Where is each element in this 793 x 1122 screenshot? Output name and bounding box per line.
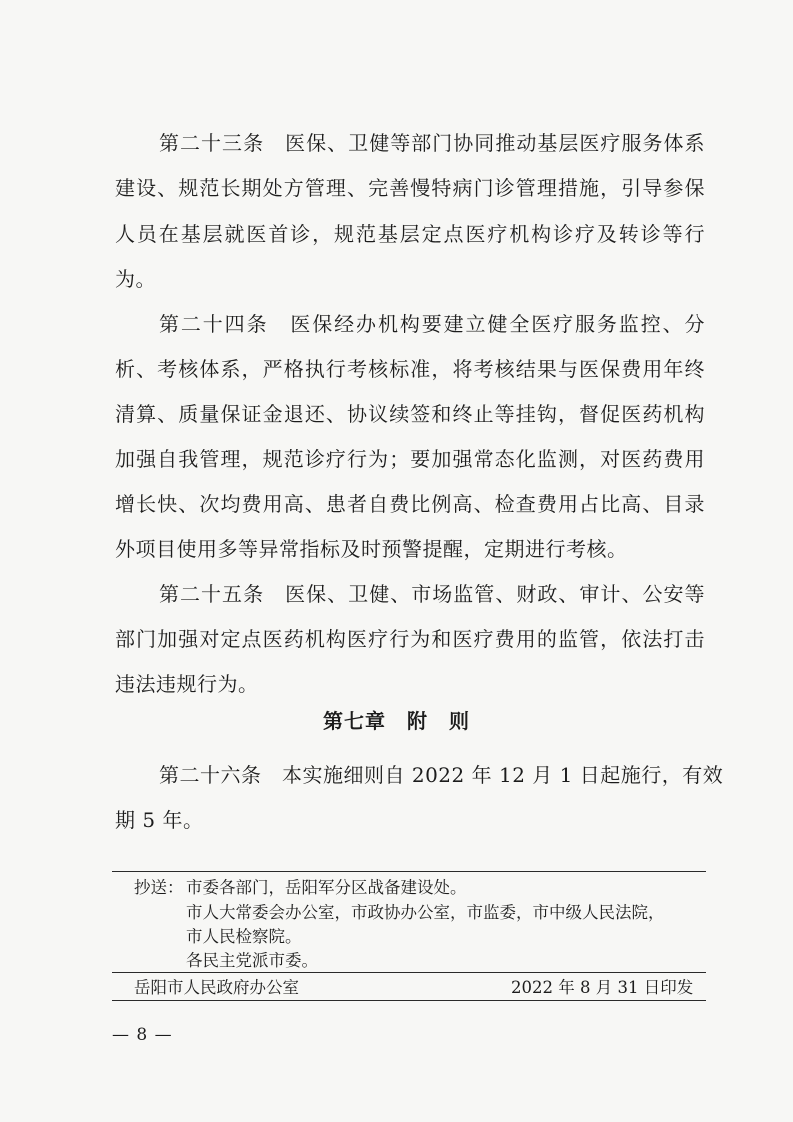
article-26-line-2: 期 5 年。 <box>115 808 204 832</box>
article-25-line-3: 违法违规行为。 <box>115 672 259 696</box>
cc-line-4: 各民主党派市委。 <box>186 951 318 970</box>
article-24-line-3: 清算、质量保证金退还、协议续签和终止等挂钩，督促医药机构 <box>115 402 705 426</box>
footer-middle-rule <box>112 972 706 973</box>
cc-line-1: 市委各部门，岳阳军分区战备建设处。 <box>186 878 467 897</box>
article-25-line-1: 第二十五条 医保、卫健、市场监管、财政、审计、公安等 <box>159 582 705 606</box>
issue-date: 2022 年 8 月 31 日印发 <box>511 978 694 997</box>
article-24-line-1: 第二十四条 医保经办机构要建立健全医疗服务监控、分 <box>159 312 705 336</box>
footer-bottom-rule <box>112 1000 706 1001</box>
article-26-line-1: 第二十六条 本实施细则自 2022 年 12 月 1 日起施行，有效 <box>159 763 724 787</box>
cc-line-2: 市人大常委会办公室，市政协办公室，市监委，市中级人民法院， <box>186 903 665 922</box>
cc-label: 抄送： <box>134 878 184 897</box>
chapter-title: 第七章 附 则 <box>323 709 470 733</box>
issuer: 岳阳市人民政府办公室 <box>134 978 299 997</box>
article-23-line-1: 第二十三条 医保、卫健等部门协同推动基层医疗服务体系 <box>159 131 705 155</box>
article-23-line-2: 建设、规范长期处方管理、完善慢特病门诊管理措施，引导参保 <box>115 176 705 200</box>
article-23-line-4: 为。 <box>115 267 156 291</box>
article-24-line-4: 加强自我管理，规范诊疗行为；要加强常态化监测，对医药费用 <box>115 447 705 471</box>
cc-line-3: 市人民检察院。 <box>186 927 302 946</box>
article-24-line-6: 外项目使用多等异常指标及时预警提醒，定期进行考核。 <box>115 537 628 561</box>
article-24-line-2: 析、考核体系，严格执行考核标准，将考核结果与医保费用年终 <box>115 357 705 381</box>
page-number: — 8 — <box>112 1025 173 1045</box>
article-24-line-5: 增长快、次均费用高、患者自费比例高、检查费用占比高、目录 <box>115 492 705 516</box>
article-25-line-2: 部门加强对定点医药机构医疗行为和医疗费用的监管，依法打击 <box>115 627 705 651</box>
article-23-line-3: 人员在基层就医首诊，规范基层定点医疗机构诊疗及转诊等行 <box>115 222 705 246</box>
footer-top-rule <box>112 871 706 872</box>
